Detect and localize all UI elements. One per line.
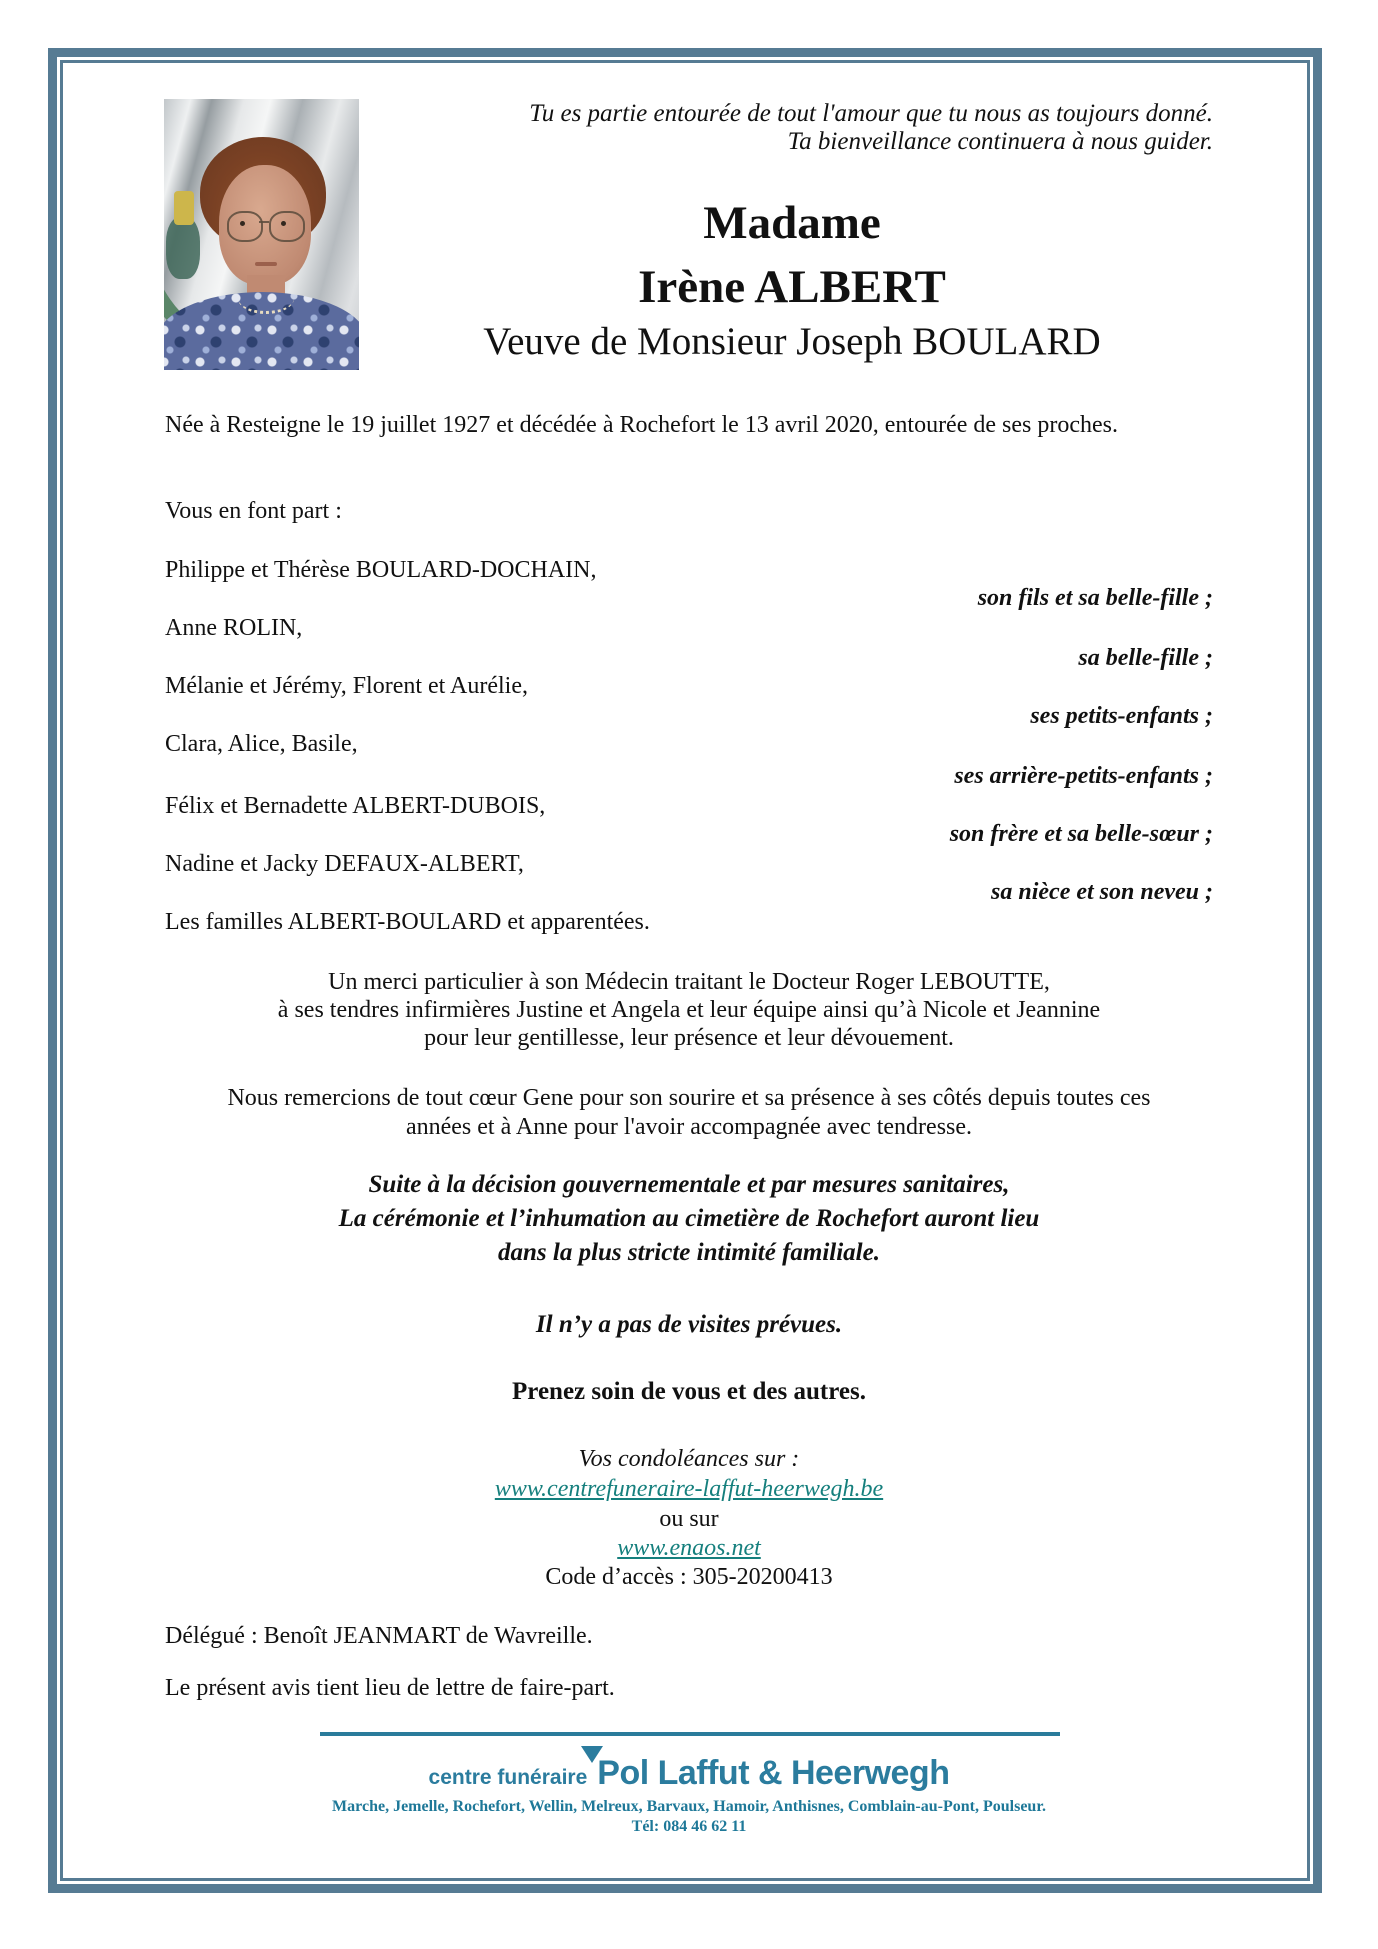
memorial-quote-line2: Ta bienveillance continuera à nous guider. xyxy=(787,128,1213,155)
family-names-line: Nadine et Jacky DEFAUX-ALBERT, xyxy=(165,851,524,877)
thanks-gene-line2: années et à Anne pour l'avoir accompagnée avec tendresse. xyxy=(405,1114,973,1140)
portrait-photo xyxy=(164,99,359,370)
brand-name-text: Pol Laffut & Heerwegh xyxy=(597,1754,950,1792)
thanks-gene-line1: Nous remercions de tout cœur Gene pour son sourire et sa présence à ses côtés depuis toutes ces xyxy=(227,1085,1151,1111)
family-names-line: Philippe et Thérèse BOULARD-DOCHAIN, xyxy=(165,557,597,583)
funeral-home-logo-inner xyxy=(429,1753,950,1793)
brand-triangle-icon xyxy=(581,1746,603,1763)
footer-divider-rule xyxy=(320,1732,1060,1736)
legal-notice-line: Le présent avis tient lieu de lettre de faire-part. xyxy=(165,1675,615,1701)
portrait-eye-right xyxy=(281,221,286,226)
title-salutation: Madame xyxy=(703,197,881,249)
memorial-quote-line1: Tu es partie entourée de tout l'amour que tu nous as toujours donné. xyxy=(529,100,1213,127)
family-names-line: Anne ROLIN, xyxy=(165,615,303,641)
condolences-link-enaos[interactable]: www.enaos.net xyxy=(617,1535,761,1561)
family-relation-line: ses petits-enfants ; xyxy=(1030,703,1213,729)
family-names-line: Mélanie et Jérémy, Florent et Aurélie, xyxy=(165,673,528,699)
ceremony-notice-line3: dans la plus stricte intimité familiale. xyxy=(498,1239,880,1266)
condolences-label: Vos condoléances sur : xyxy=(578,1446,800,1472)
condolences-or-text: ou sur xyxy=(659,1506,719,1532)
memorial-quote xyxy=(529,100,1213,156)
notice-content xyxy=(165,0,1213,1949)
deceased-name: Irène ALBERT xyxy=(638,261,946,313)
brand-prefix-label: centre funéraire xyxy=(428,1766,588,1789)
ceremony-notice-line2: La cérémonie et l’inhumation au cimetière de Rochefort auront lieu xyxy=(338,1205,1040,1232)
thanks-doctor-line2: à ses tendres infirmières Justine et Angela et leur équipe ainsi qu’à Nicole et Jeannine xyxy=(277,997,1101,1023)
family-names-line: Félix et Bernadette ALBERT-DUBOIS, xyxy=(165,793,546,819)
footer-locations-line: Marche, Jemelle, Rochefort, Wellin, Melreux, Barvaux, Hamoir, Anthisnes, Comblain-au-Pont, Poulseur. xyxy=(332,1798,1046,1815)
title-widow-line: Veuve de Monsieur Joseph BOULARD xyxy=(483,320,1101,363)
thanks-doctor-line1: Un merci particulier à son Médecin traitant le Docteur Roger LEBOUTTE, xyxy=(328,969,1050,995)
family-relation-line: ses arrière-petits-enfants ; xyxy=(954,763,1213,789)
portrait-eye-left xyxy=(240,221,245,226)
family-relation-line: son frère et sa belle-sœur ; xyxy=(949,821,1213,847)
thanks-doctor-line3: pour leur gentillesse, leur présence et leur dévouement. xyxy=(424,1025,954,1051)
ceremony-notice-line1: Suite à la décision gouvernementale et par mesures sanitaires, xyxy=(368,1171,1010,1198)
family-names-line: Les familles ALBERT-BOULARD et apparentées. xyxy=(165,909,650,935)
footer-phone-line: Tél: 084 46 62 11 xyxy=(631,1818,747,1835)
portrait-glasses-bridge xyxy=(259,221,269,223)
family-relation-line: son fils et sa belle-fille ; xyxy=(977,585,1213,611)
birth-death-line: Née à Resteigne le 19 juillet 1927 et décédée à Rochefort le 13 avril 2020, entourée de ses proches. xyxy=(165,412,1118,438)
portrait-necklace xyxy=(238,283,294,314)
care-message: Prenez soin de vous et des autres. xyxy=(512,1378,866,1405)
funeral-home-logo xyxy=(165,1753,1213,1793)
photo-yellow-structure xyxy=(174,191,194,225)
portrait-mouth xyxy=(255,262,277,266)
condolences-link1-row xyxy=(165,1475,1213,1504)
announcement-intro: Vous en font part : xyxy=(165,498,342,524)
photo-foliage xyxy=(166,217,200,279)
condolences-link-centrefuneraire[interactable]: www.centrefuneraire-laffut-heerwegh.be xyxy=(494,1476,884,1502)
family-relation-line: sa nièce et son neveu ; xyxy=(991,879,1213,905)
condolences-link2-row xyxy=(165,1534,1213,1563)
family-names-line: Clara, Alice, Basile, xyxy=(165,731,358,757)
portrait-glasses-left xyxy=(227,211,263,242)
delegate-line: Délégué : Benoît JEANMART de Wavreille. xyxy=(165,1623,593,1649)
portrait-glasses-right xyxy=(269,211,305,242)
no-visits-line: Il n’y a pas de visites prévues. xyxy=(535,1311,843,1338)
family-relation-line: sa belle-fille ; xyxy=(1078,645,1213,671)
brand-name-label xyxy=(597,1753,949,1793)
access-code-line: Code d’accès : 305-20200413 xyxy=(545,1564,833,1590)
